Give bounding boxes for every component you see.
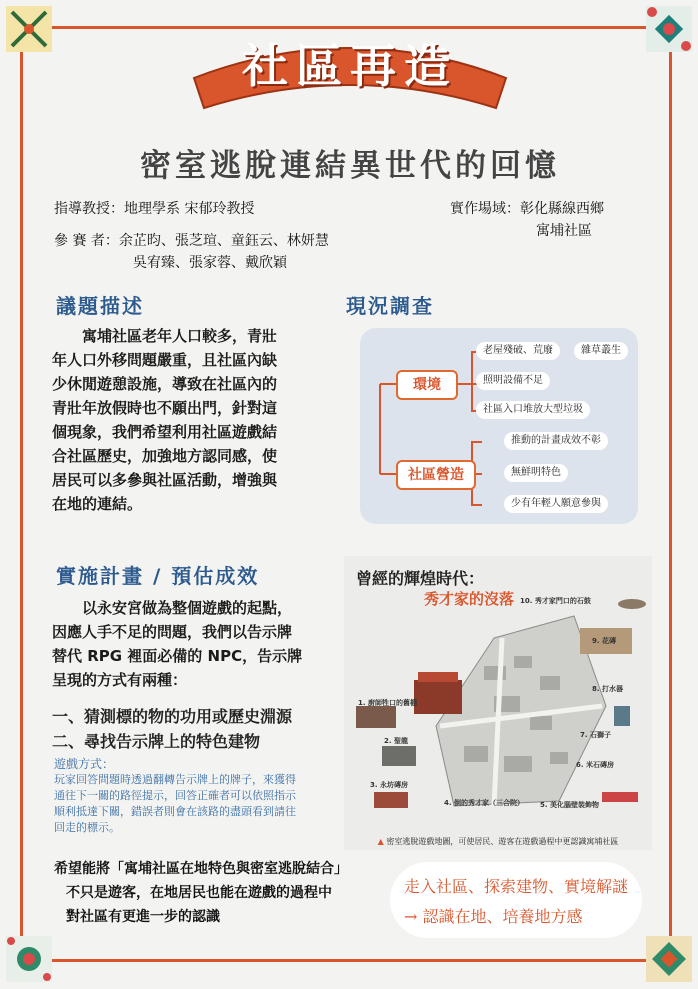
- closing-line: 希望能將「寓埔社區在地特色與密室逃脫結合」: [54, 861, 348, 877]
- map-label: 2. 聖龍: [384, 737, 408, 745]
- community-item: 推動的計畫成效不彰: [504, 432, 608, 450]
- issue-paragraph: [52, 324, 342, 516]
- env-node: 環境: [396, 370, 458, 400]
- map-label: 9. 花磚: [592, 637, 616, 645]
- leaf-tile-icon: [6, 6, 52, 52]
- plan-list: [52, 704, 292, 754]
- env-item: 照明設備不足: [476, 372, 550, 390]
- community-node: 社區營造: [396, 460, 476, 490]
- method-line: 玩家回答問題時透過翻轉告示牌上的牌子，來獲得: [54, 773, 296, 786]
- survey-section-title: 現況調查: [346, 294, 434, 318]
- participants-info: [54, 230, 329, 252]
- flower-tile-icon: [646, 6, 692, 52]
- site-line1: 彰化縣線西鄉: [520, 201, 604, 217]
- env-item: 老屋殘破、荒廢: [476, 342, 560, 360]
- note-line: 走入社區、探索建物、實境解謎: [404, 877, 629, 896]
- game-method-text: [54, 772, 329, 836]
- game-method-title: 遊戲方式：: [54, 757, 115, 771]
- participants-line1: 余芷昀、張芝瑄、童鈺云、林妍慧: [118, 233, 329, 249]
- poster-title: 社區再造: [242, 39, 458, 93]
- method-line: 回走的標示。: [54, 821, 120, 834]
- env-item: 雜草叢生: [574, 342, 628, 360]
- plan-section-title: 實施計畫 / 預估成效: [56, 564, 260, 588]
- plan-paragraph: [52, 596, 344, 692]
- map-label: 6. 米石磚房: [576, 761, 614, 769]
- map-caption: [344, 836, 652, 847]
- env-item: 社區入口堆放大型垃圾: [476, 401, 590, 419]
- plan-list-item: 一、猜測標的物的功用或歷史淵源: [52, 707, 293, 726]
- note-line: → 認識在地、培養地方感: [404, 907, 583, 926]
- plan-line: 呈現的方式有兩種：: [52, 671, 188, 689]
- map-title: 曾經的輝煌時代：: [356, 569, 485, 588]
- issue-line: 寓埔社區老年人口較多，青壯: [52, 327, 278, 345]
- issue-line: 年人口外移問題嚴重，且社區內缺: [52, 351, 278, 369]
- map-label: 4. 倒的秀才家（三合院）: [444, 799, 524, 807]
- issue-line: 在地的連結。: [52, 495, 143, 513]
- map-label: 8. 打水器: [592, 685, 623, 693]
- issue-line: 合社區歷史，加強地方認同感，使: [52, 447, 278, 465]
- community-item: 無鮮明特色: [504, 464, 568, 482]
- advisor-value: 地理學系 宋郁玲教授: [124, 201, 255, 217]
- map-illustration: [344, 556, 652, 836]
- issue-line: 青壯年放假時也不願出門，針對這: [52, 399, 278, 417]
- issue-section-title: 議題描述: [56, 294, 144, 318]
- poster-subtitle: 密室逃脫連結異世代的回憶: [140, 148, 560, 184]
- plan-list-item: 二、尋找告示牌上的特色建物: [52, 732, 261, 751]
- handwritten-note: [390, 862, 642, 938]
- advisor-info: [54, 198, 254, 220]
- community-item: 少有年輕人願意參與: [504, 495, 608, 513]
- site-line2: 寓埔社區: [536, 223, 592, 239]
- site-label: 實作場域：: [450, 201, 520, 217]
- game-map: [344, 556, 652, 850]
- map-label: 1. 廚師牲口的舊棚: [358, 699, 417, 707]
- method-line: 順利抵達下關，錯誤者則會在該路的盡頭看到請往: [54, 805, 296, 818]
- participants-label: 參 賽 者：: [54, 233, 119, 249]
- map-label: 7. 石獅子: [580, 731, 611, 739]
- flower-tile-icon: [6, 936, 52, 982]
- map-label: 5. 美化腦壁裝飾物: [540, 801, 599, 809]
- map-subtitle: 秀才家的沒落: [424, 590, 515, 608]
- participants-line2: 吳宥臻、張家蓉、戴欣穎: [133, 255, 287, 271]
- issue-line: 少休閒遊憩設施，導致在社區內的: [52, 375, 278, 393]
- advisor-label: 指導教授：: [54, 201, 124, 217]
- closing-line: 不只是遊客，在地居民也能在遊戲的過程中: [66, 885, 332, 901]
- method-line: 通往下一關的路徑提示，回答正確者可以依照指示: [54, 789, 296, 802]
- map-label: 10. 秀才家門口的石鼓: [520, 597, 591, 605]
- plan-line: 以永安宮做為整個遊戲的起點，: [52, 599, 293, 617]
- issue-line: 個現象，我們希望利用社區遊戲結: [52, 423, 278, 441]
- map-label: 3. 永坊磚房: [370, 781, 408, 789]
- plan-line: 因應人手不足的問題，我們以告示牌: [52, 623, 293, 641]
- closing-line: 對社區有更進一步的認識: [66, 909, 220, 925]
- issue-line: 居民可以多參與社區活動，增強與: [52, 471, 278, 489]
- survey-panel: [360, 328, 638, 524]
- site-info: [450, 198, 604, 220]
- diamond-tile-icon: [646, 936, 692, 982]
- plan-line: 替代 RPG 裡面必備的 NPC，告示牌: [52, 647, 303, 665]
- map-caption-text: 密室逃脫遊戲地圖，可使居民、遊客在遊戲過程中更認識寓埔社區: [386, 837, 619, 846]
- triangle-icon: ▲: [377, 837, 384, 846]
